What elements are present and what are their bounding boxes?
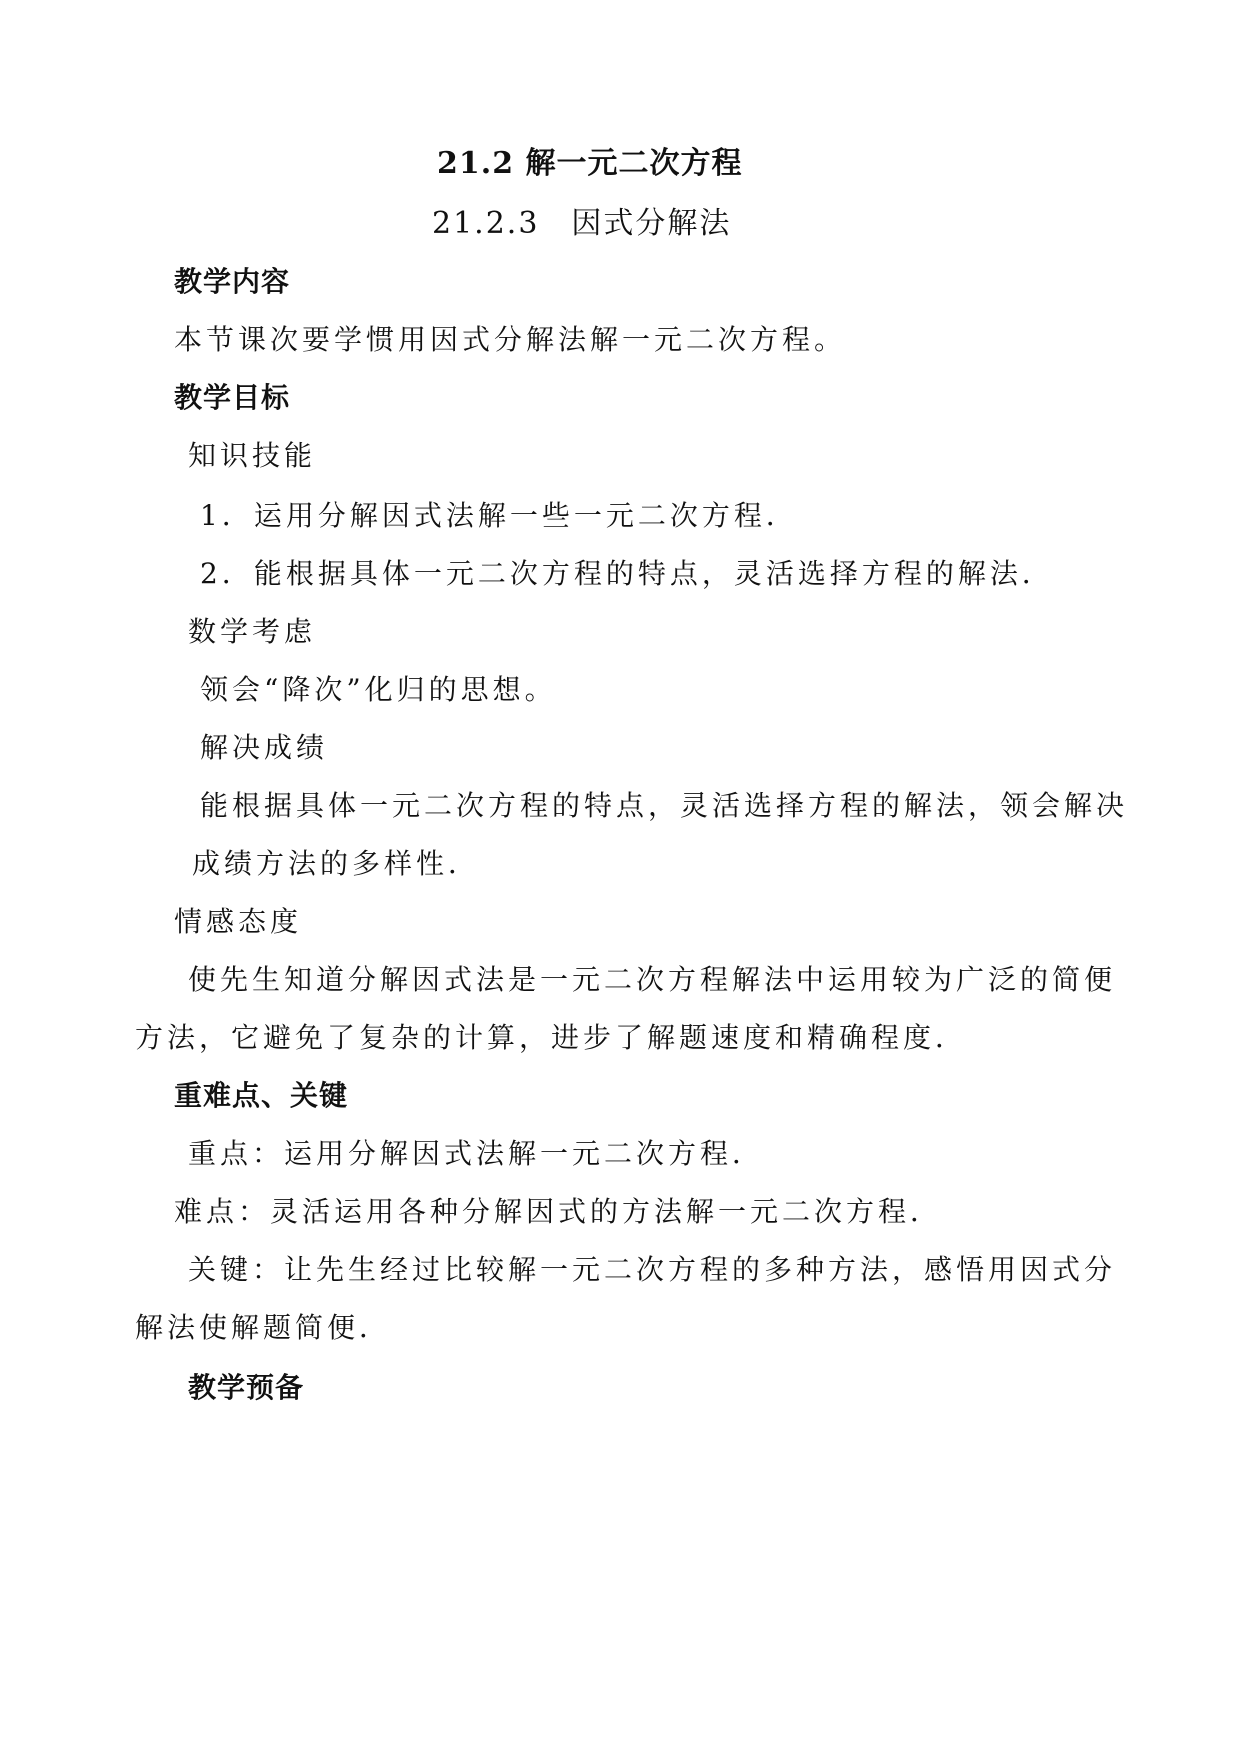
teaching-content-text: 本节课次要学惯用因式分解法解一元二次方程。: [174, 323, 847, 356]
heading-teaching-goals: 教学目标: [174, 381, 291, 414]
problem-solving-text-1: 能根据具体一元二次方程的特点，灵活选择方程的解法，领会解决: [200, 789, 1129, 822]
key-text-2: 解法使解题简便．: [135, 1311, 392, 1344]
subheading-math-thinking: 数学考虑: [188, 615, 317, 648]
key-point-text: 重点：运用分解因式法解一元二次方程．: [188, 1137, 765, 1170]
subheading-problem-solving: 解决成绩: [200, 731, 329, 764]
heading-teaching-content: 教学内容: [174, 265, 291, 298]
emotional-attitude-text-2: 方法，它避免了复杂的计算，进步了解题速度和精确程度．: [135, 1021, 968, 1054]
difficult-point-text: 难点：灵活运用各种分解因式的方法解一元二次方程．: [174, 1195, 943, 1228]
subheading-emotional-attitude: 情感态度: [174, 905, 303, 938]
document-subtitle: 21.2.3 因式分解法: [432, 206, 732, 241]
emotional-attitude-text-1: 使先生知道分解因式法是一元二次方程解法中运用较为广泛的简便: [188, 963, 1117, 996]
document-title: 21.2 解一元二次方程: [437, 146, 743, 181]
key-text-1: 关键：让先生经过比较解一元二次方程的多种方法，感悟用因式分: [188, 1253, 1117, 1286]
subheading-knowledge-skills: 知识技能: [188, 439, 317, 472]
knowledge-item-1: 1．运用分解因式法解一些一元二次方程．: [200, 499, 798, 532]
knowledge-item-2: 2．能根据具体一元二次方程的特点，灵活选择方程的解法．: [200, 557, 1054, 590]
problem-solving-text-2: 成绩方法的多样性．: [192, 847, 481, 880]
math-thinking-text: 领会“降次”化归的思想。: [200, 673, 557, 706]
heading-key-points: 重难点、关键: [174, 1079, 349, 1112]
heading-teaching-preparation: 教学预备: [188, 1371, 305, 1404]
